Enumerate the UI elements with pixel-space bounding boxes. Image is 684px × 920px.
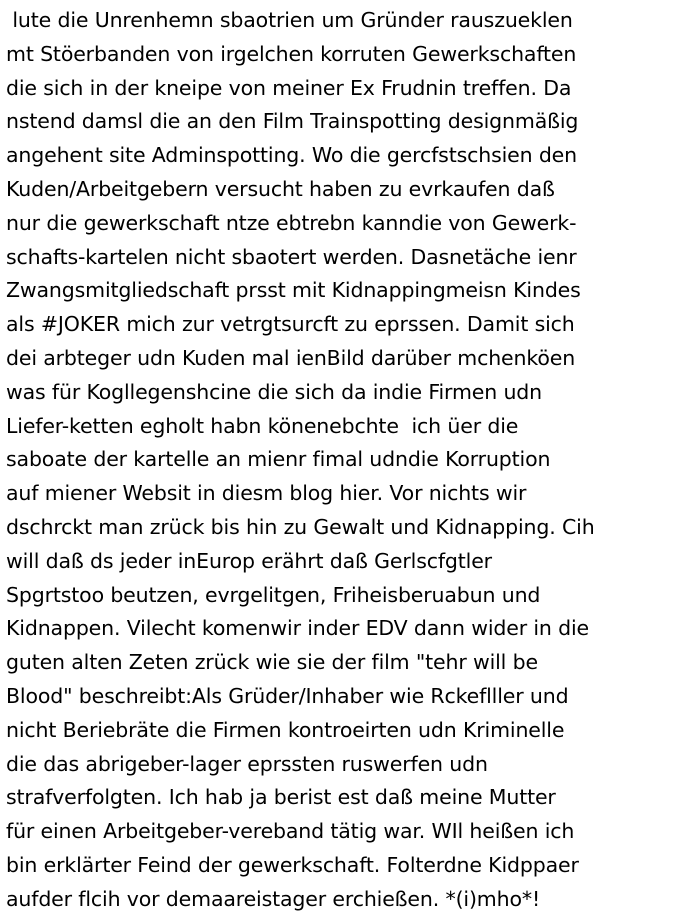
text-line-09: Zwangsmitgliedschaft prsst mit Kidnappingmeisn Kindes <box>6 278 581 303</box>
text-line-04: nstend damsl die an den Film Trainspotting designmäßig <box>6 109 579 134</box>
text-line-01: lute die Unrenhemn sbaotrien um Gründer rauszueklen <box>6 8 573 32</box>
text-line-03: die sich in der kneipe von meiner Ex Frudnin treffen. Da <box>6 75 572 100</box>
text-line-15: auf miener Websit in diesm blog hier. Vor nichts wir <box>6 481 527 506</box>
text-line-21: Blood" beschreibt:Als Grüder/Inhaber wie Rckeflller und <box>6 683 569 708</box>
text-line-24: strafverfolgten. Ich hab ja berist est daß meine Mutter <box>6 785 556 810</box>
text-line-06: Kuden/Arbeitgebern versucht haben zu evrkaufen daß <box>6 176 555 201</box>
text-line-05: angehent site Adminspotting. Wo die gercfstschsien den <box>6 143 577 168</box>
text-line-02: mt Stöerbanden von irgelchen korruten Gewerkschaften <box>6 41 577 66</box>
text-line-26: bin erklärter Feind der gewerkschaft. Folterdne Kidppaer <box>6 852 579 877</box>
text-line-25: für einen Arbeitgeber-vereband tätig war. WIl heißen ich <box>6 819 575 844</box>
text-line-07: nur die gewerkschaft ntze ebtrebn kanndie von Gewerk- <box>6 210 577 235</box>
text-line-08: schafts-kartelen nicht sbaotert werden. Dasnetäche ienr <box>6 244 577 269</box>
text-line-13: Liefer-ketten egholt habn könenebchte ich üer die <box>6 413 519 438</box>
text-line-22: nicht Beriebräte die Firmen kontroeirten udn Kriminelle <box>6 717 565 742</box>
text-line-10: als #JOKER mich zur vetrgtsurcft zu eprssen. Damit sich <box>6 312 575 337</box>
text-line-18: Spgrtstoo beutzen, evrgelitgen, Friheisberuabun und <box>6 582 541 607</box>
text-line-11: dei arbteger udn Kuden mal ienBild darüber mchenköen <box>6 345 576 370</box>
text-line-23: die das abrigeber-lager eprssten ruswerfen udn <box>6 751 488 776</box>
text-line-12: was für Kogllegenshcine die sich da indie Firmen udn <box>6 379 543 404</box>
text-line-14: saboate der kartelle an mienr fimal udndie Korruption <box>6 447 551 472</box>
text-document <box>6 4 682 917</box>
text-line-16: dschrckt man zrück bis hin zu Gewalt und Kidnapping. Cih <box>6 514 595 539</box>
text-line-19: Kidnappen. Vilecht komenwir inder EDV dann wider in die <box>6 616 589 641</box>
text-line-20: guten alten Zeten zrück wie sie der film "tehr will be <box>6 650 538 675</box>
text-line-17: will daß ds jeder inEurop erährt daß Gerlscfgtler <box>6 548 492 573</box>
text-line-27: aufder flcih vor demaareistager erchießen. *(i)mho*! <box>6 886 541 911</box>
